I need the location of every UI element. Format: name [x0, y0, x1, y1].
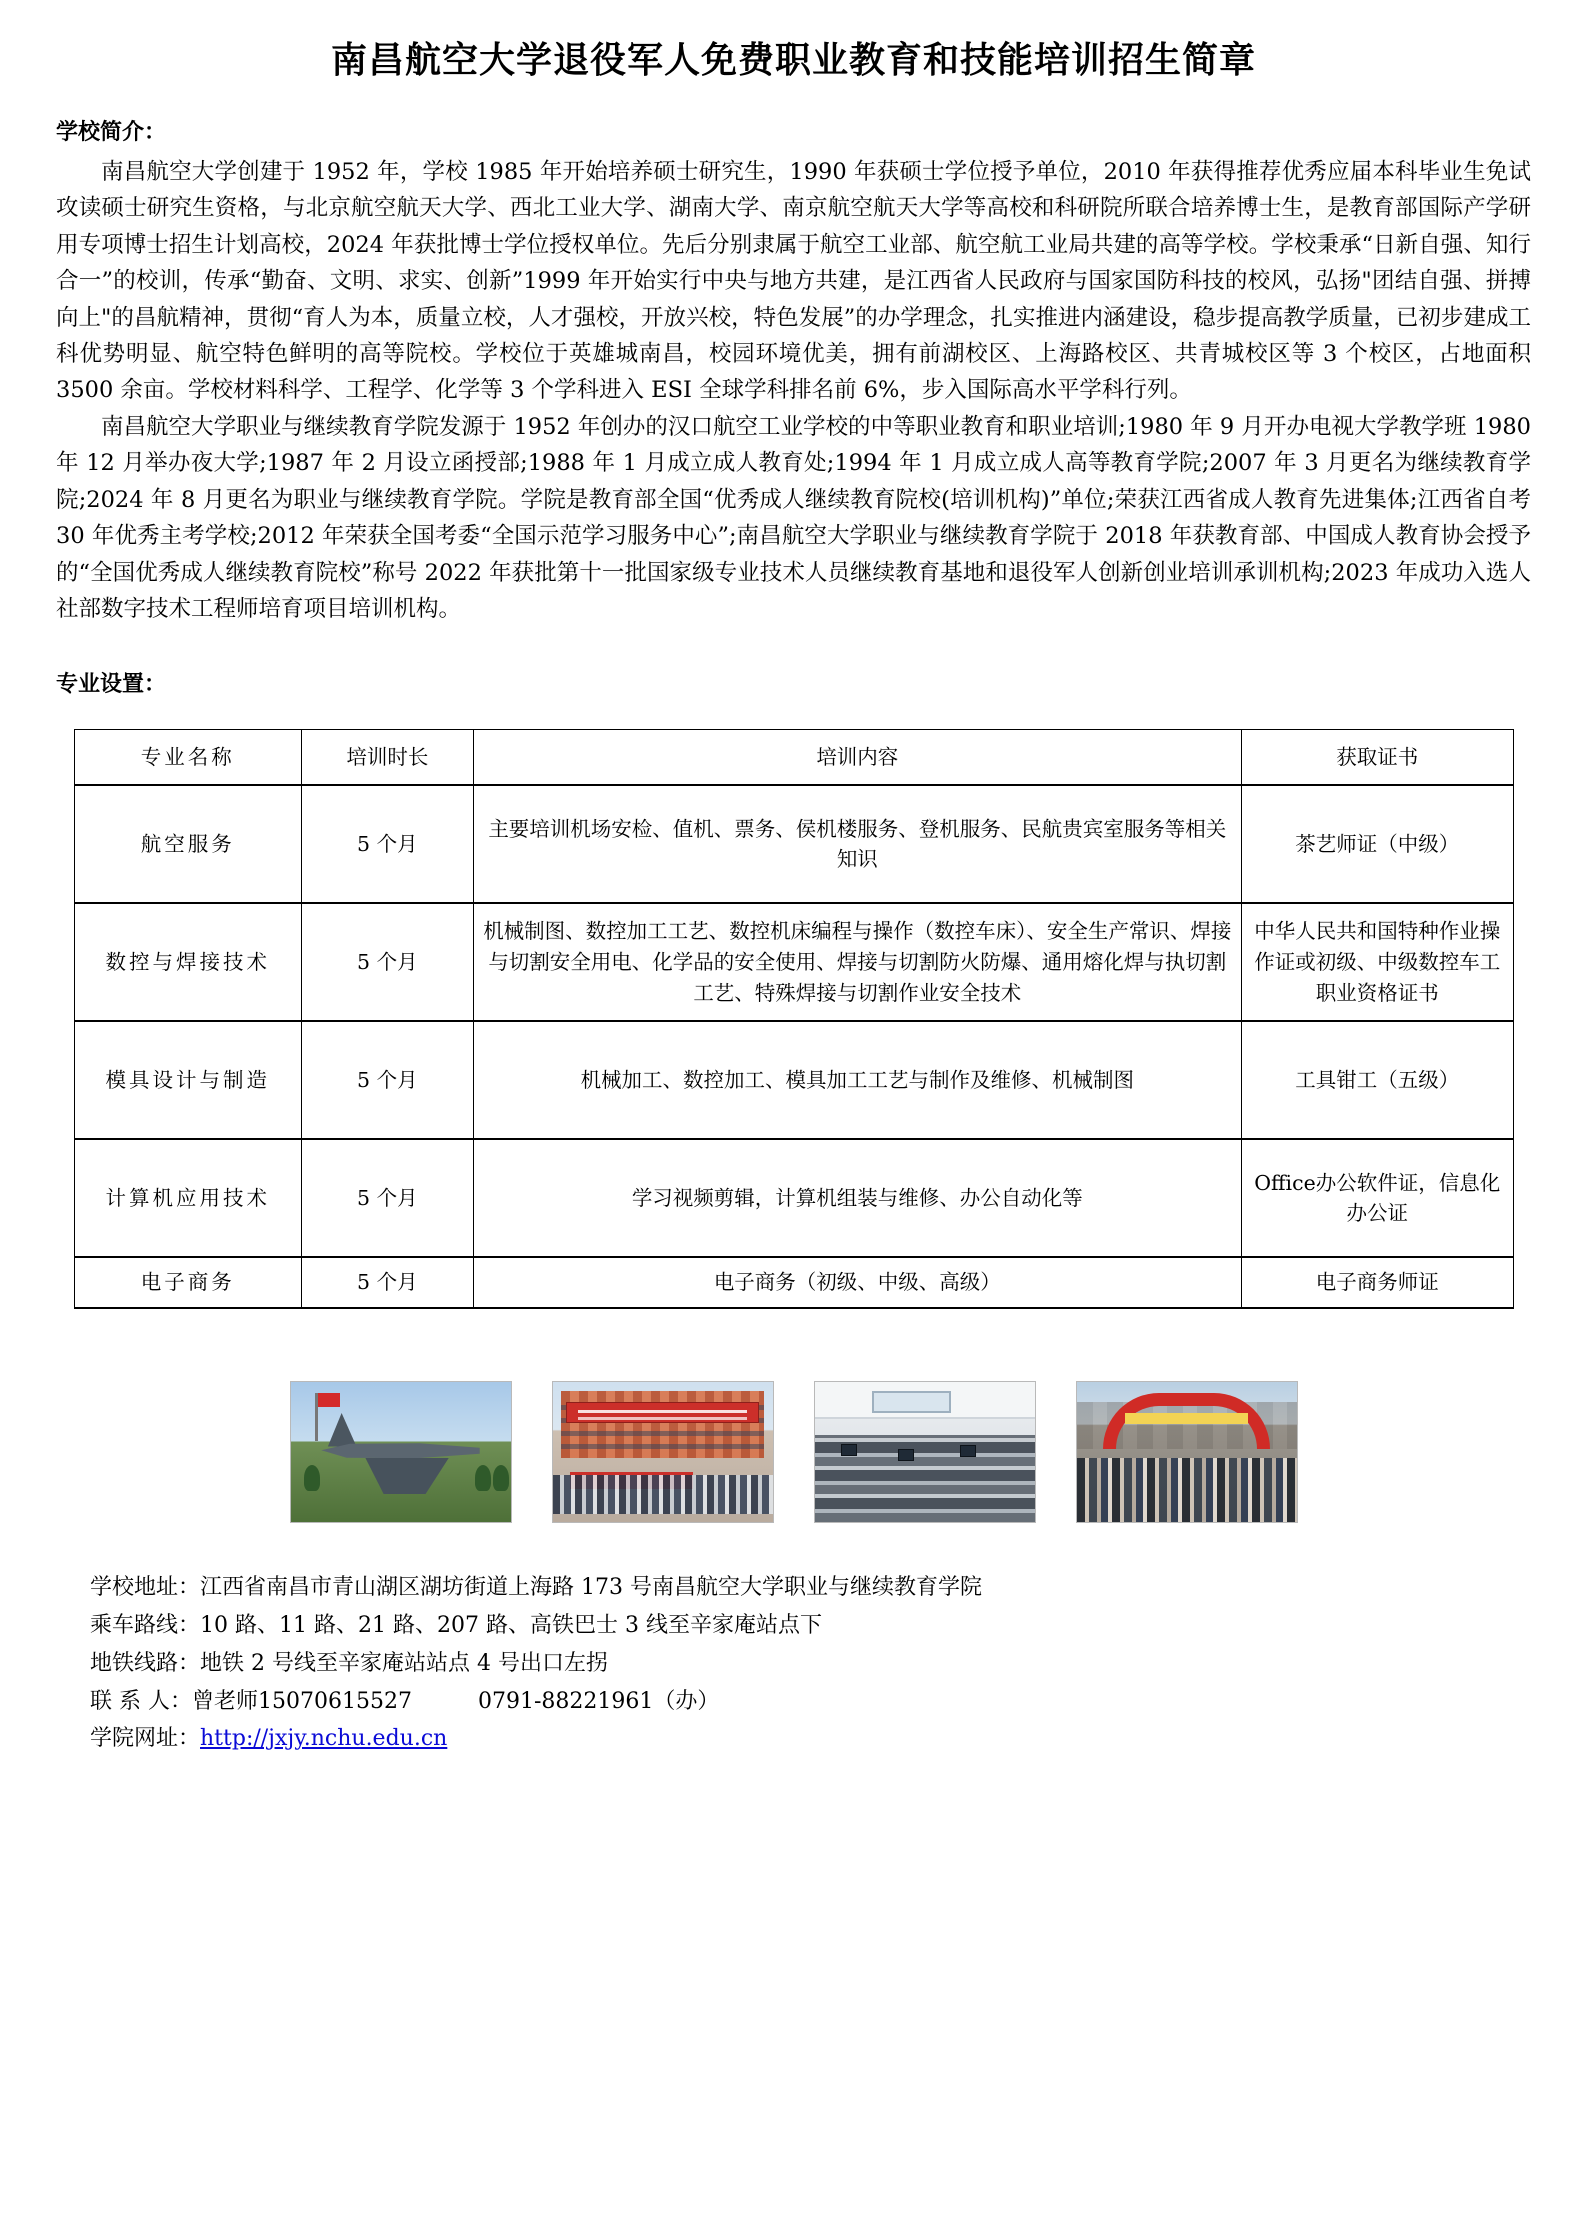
contact-row-website: [90, 1720, 1533, 1758]
crowd-shape: [553, 1475, 773, 1514]
contact-person-phone-1: 曾老师15070615527: [192, 1688, 412, 1714]
cell-content: 主要培训机场安检、值机、票务、侯机楼服务、登机服务、民航贵宾室服务等相关知识: [473, 785, 1241, 903]
monitor-icon: [898, 1449, 914, 1461]
contact-row-address: [90, 1569, 1533, 1607]
table-row: [74, 1021, 1513, 1139]
cell-certificate: 工具钳工（五级）: [1241, 1021, 1513, 1139]
cell-major-name: 计算机应用技术: [74, 1139, 301, 1257]
whiteboard-shape: [872, 1391, 951, 1413]
column-header-certificate: 获取证书: [1241, 729, 1513, 785]
cell-certificate: Office办公软件证，信息化办公证: [1241, 1139, 1513, 1257]
contact-row-person: [90, 1683, 1533, 1721]
photo-computer-lab: [814, 1381, 1036, 1523]
tree-shape: [475, 1465, 491, 1491]
contact-block: [90, 1569, 1533, 1758]
contact-person-label: 联 系 人：: [90, 1688, 192, 1714]
cell-duration: 5 个月: [301, 903, 473, 1021]
cell-major-name: 电子商务: [74, 1257, 301, 1308]
cell-major-name: 模具设计与制造: [74, 1021, 301, 1139]
table-row: [74, 1257, 1513, 1308]
column-header-content: 培训内容: [473, 729, 1241, 785]
address-value: 江西省南昌市青山湖区湖坊街道上海路 173 号南昌航空大学职业与继续教育学院: [200, 1575, 982, 1601]
website-link[interactable]: http://jxjy.nchu.edu.cn: [200, 1726, 448, 1752]
bus-route-value: 10 路、11 路、21 路、207 路、高铁巴士 3 线至辛家庵站点下: [200, 1612, 822, 1638]
majors-heading: 专业设置：: [56, 671, 167, 698]
contact-row-bus: [90, 1607, 1533, 1645]
majors-table-body: [74, 785, 1513, 1308]
photo-arch-ceremony: [1076, 1381, 1298, 1523]
cell-duration: 5 个月: [301, 1021, 473, 1139]
table-row: [74, 1139, 1513, 1257]
cell-certificate: 电子商务师证: [1241, 1257, 1513, 1308]
school-intro-paragraph-2: 南昌航空大学职业与继续教育学院发源于 1952 年创办的汉口航空工业学校的中等职业教育和职业培训;1980 年 9 月开办电视大学教学班 1980 年 12 月举办夜大学;1987 年 2 月设立函授部;1988 年 1 月成立成人教育处;1994 年 1 月成立成人高等教育学院;2007 年 3 月更名为继续教育学院;2024 年 8 月更名为职业与继续教育学院。学院是教育部全国“优秀成人继续教育院校(培训机构)”单位;荣获江西省成人教育先进集体;江西省自考 30 年优秀主考学校;2012 年荣获全国考委“全国示范学习服务中心”;南昌航空大学职业与继续教育学院于 2018 年获教育部、中国成人教育协会授予的“全国优秀成人继续教育院校”称号 2022 年获批第十一批国家级专业技术人员继续教育基地和退役军人创新创业培训承训机构;2023 年成功入选人社部数字技术工程师培育项目培训机构。: [56, 413, 1531, 623]
photo-gallery: [54, 1381, 1533, 1523]
monitor-icon: [841, 1444, 857, 1456]
majors-table-head: [74, 729, 1513, 785]
column-header-duration: 培训时长: [301, 729, 473, 785]
cell-major-name: 数控与焊接技术: [74, 903, 301, 1021]
cell-duration: 5 个月: [301, 1139, 473, 1257]
aircraft-wing-shape: [365, 1458, 449, 1494]
metro-route-label: 地铁线路：: [90, 1650, 201, 1676]
table-header-row: [74, 729, 1513, 785]
address-label: 学校地址：: [90, 1575, 201, 1601]
metro-route-value: 地铁 2 号线至辛家庵站站点 4 号出口左拐: [200, 1650, 608, 1676]
website-label: 学院网址：: [90, 1726, 201, 1752]
photo-banner-event: [552, 1381, 774, 1523]
cell-certificate: 中华人民共和国特种作业操作证或初级、中级数控车工职业资格证书: [1241, 903, 1513, 1021]
monitor-icon: [960, 1445, 976, 1457]
crowd-shape: [1077, 1458, 1297, 1522]
table-row: [74, 785, 1513, 903]
cell-content: 电子商务（初级、中级、高级）: [473, 1257, 1241, 1308]
website-value: [200, 1720, 1533, 1758]
majors-table: [74, 729, 1514, 1310]
cell-major-name: 航空服务: [74, 785, 301, 903]
cell-certificate: 茶艺师证（中级）: [1241, 785, 1513, 903]
cell-content: 机械加工、数控加工、模具加工工艺与制作及维修、机械制图: [473, 1021, 1241, 1139]
aircraft-tail-shape: [328, 1413, 357, 1447]
contact-row-metro: [90, 1645, 1533, 1683]
table-row: [74, 903, 1513, 1021]
cell-content: 学习视频剪辑，计算机组装与维修、办公自动化等: [473, 1139, 1241, 1257]
flag-icon: [315, 1393, 318, 1441]
photo-campus-aircraft: [290, 1381, 512, 1523]
cell-duration: 5 个月: [301, 1257, 473, 1308]
cell-content: 机械制图、数控加工工艺、数控机床编程与操作（数控车床）、安全生产常识、焊接与切割安全用电、化学品的安全使用、焊接与切割防火防爆、通用熔化焊与执切割工艺、特殊焊接与切割作业安全技术: [473, 903, 1241, 1021]
contact-person-value: [192, 1683, 1533, 1721]
cell-duration: 5 个月: [301, 785, 473, 903]
bus-route-label: 乘车路线：: [90, 1612, 201, 1638]
column-header-major-name: 专业名称: [74, 729, 301, 785]
tree-shape: [493, 1465, 509, 1491]
arch-banner-shape: [1125, 1413, 1248, 1424]
contact-office-phone: 0791-88221961（办）: [477, 1688, 720, 1714]
school-intro-paragraph-1: 南昌航空大学创建于 1952 年，学校 1985 年开始培养硕士研究生，1990 年获硕士学位授予单位，2010 年获得推荐优秀应届本科毕业生免试攻读硕士研究生资格，与北京航空航天大学、西北工业大学、湖南大学、南京航空航天大学等高校和科研院所联合培养博士生，是教育部国际产学研用专项博士招生计划高校，2024 年获批博士学位授权单位。先后分别隶属于航空工业部、航空航工业局共建的高等学校。学校秉承“日新自强、知行合一”的校训，传承“勤奋、文明、求实、创新”1999 年开始实行中央与地方共建，是江西省人民政府与国家国防科技的校风，弘扬"团结自强、拼搏向上"的昌航精神，贯彻“育人为本，质量立校，人才强校，开放兴校，特色发展”的办学理念，扎实推进内涵建设，稳步提高教学质量，已初步建成工科优势明显、航空特色鲜明的高等院校。学校位于英雄城南昌，校园环境优美，拥有前湖校区、上海路校区、共青城校区等 3 个校区，占地面积 3500 余亩。学校材料科学、工程学、化学等 3 个学科进入 ESI 全球学科排名前 6%，步入国际高水平学科行列。: [56, 158, 1531, 404]
school-intro-heading: 学校简介：: [56, 118, 167, 145]
red-banner-shape: [566, 1402, 760, 1423]
tree-shape: [304, 1465, 320, 1491]
page-title: 南昌航空大学退役军人免费职业教育和技能培训招生简章: [330, 39, 1256, 81]
